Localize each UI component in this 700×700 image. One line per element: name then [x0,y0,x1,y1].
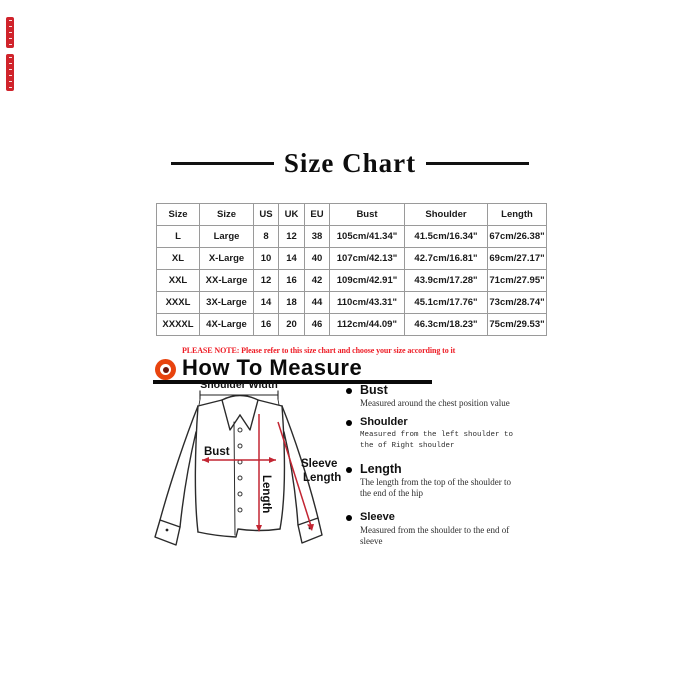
table-row [157,314,547,336]
table-cell: 18 [279,292,305,314]
table-cell: 67cm/26.38" [488,226,547,248]
guide-term: Bust [360,383,388,397]
table-cell: 112cm/44.09" [330,314,405,336]
table-row [157,248,547,270]
table-cell: XL [157,248,200,270]
page-title: Size Chart [283,148,417,178]
table-cell: 107cm/42.13" [330,248,405,270]
title-rule-right [426,162,529,165]
header-size-name: Size [200,204,254,226]
table-cell: 46 [305,314,330,336]
target-dot-icon [155,359,176,380]
guide-desc: Measured from the left shoulder to the of Right shoulder [360,431,514,450]
header-us: US [254,204,279,226]
table-cell: L [157,226,200,248]
measure-lines [202,414,311,528]
table-cell: 109cm/42.91" [330,270,405,292]
guide-desc: Measured from the shoulder to the end of sleeve [360,525,510,546]
bullet-icon [346,467,352,473]
table-cell: 16 [254,314,279,336]
header-length: Length [488,204,547,226]
diagram-bust-label: Bust [204,446,230,458]
table-cell: 71cm/27.95" [488,270,547,292]
table-cell: 44 [305,292,330,314]
target-icon-inner-ring [160,364,171,375]
header-shoulder: Shoulder [405,204,488,226]
table-cell: 10 [254,248,279,270]
table-cell: 3X-Large [200,292,254,314]
promo-tag-top [6,17,14,48]
table-cell: 46.3cm/18.23" [405,314,488,336]
header-size-abbr: Size [157,204,200,226]
table-cell: 12 [279,226,305,248]
bullet-icon [346,388,352,394]
table-cell: 75cm/29.53" [488,314,547,336]
diagram-sleeve-label-line1: Sleeve [301,458,338,470]
guide-item-length [346,463,524,499]
header-bust: Bust [330,204,405,226]
target-icon-center-dot [163,367,169,373]
table-cell: 69cm/27.17" [488,248,547,270]
guide-item-bust [346,384,524,409]
guide-term: Length [360,462,402,476]
table-cell: 110cm/43.31" [330,292,405,314]
table-cell: XX-Large [200,270,254,292]
table-cell: 16 [279,270,305,292]
header-eu: EU [305,204,330,226]
table-cell: 105cm/41.34" [330,226,405,248]
table-cell: 38 [305,226,330,248]
title-rule-left [171,162,274,165]
shirt-buttons [238,428,242,512]
table-row [157,226,547,248]
table-header-row [157,204,547,226]
table-cell: 42 [305,270,330,292]
table-cell: 20 [279,314,305,336]
promo-tag-bottom [6,54,14,91]
note-text: PLEASE NOTE: Please refer to this size chart and choose your size according to it [182,346,456,355]
table-cell: 42.7cm/16.81" [405,248,488,270]
shirt-outline [155,396,322,546]
table-cell: XXL [157,270,200,292]
guide-term: Sleeve [360,511,395,523]
guide-desc: Measured around the chest position value [360,398,510,408]
table-cell: Large [200,226,254,248]
shirt-measurement-diagram [140,378,350,568]
bullet-icon [346,420,352,426]
measure-guide [346,384,524,554]
title-row [0,148,700,179]
table-cell: 45.1cm/17.76" [405,292,488,314]
guide-item-shoulder [346,416,524,451]
guide-desc: The length from the top of the shoulder to the end of the hip [360,477,511,498]
how-to-measure-heading: How To Measure [182,355,363,380]
diagram-length-label: Length [260,475,272,514]
table-cell: 40 [305,248,330,270]
table-cell: 43.9cm/17.28" [405,270,488,292]
table-cell: XXXL [157,292,200,314]
table-cell: 73cm/28.74" [488,292,547,314]
table-cell: 8 [254,226,279,248]
header-uk: UK [279,204,305,226]
table-row [157,292,547,314]
table-cell: 41.5cm/16.34" [405,226,488,248]
table-cell: XXXXL [157,314,200,336]
table-cell: 14 [279,248,305,270]
table-cell: X-Large [200,248,254,270]
bullet-icon [346,515,352,521]
diagram-sleeve-label-line2: Length [303,472,342,484]
table-row [157,270,547,292]
table-cell: 12 [254,270,279,292]
diagram-shoulder-label: Shoulder Width [200,379,278,391]
size-chart-table [156,203,547,336]
guide-item-sleeve [346,511,524,547]
table-cell: 14 [254,292,279,314]
guide-term: Shoulder [360,416,408,428]
table-cell: 4X-Large [200,314,254,336]
